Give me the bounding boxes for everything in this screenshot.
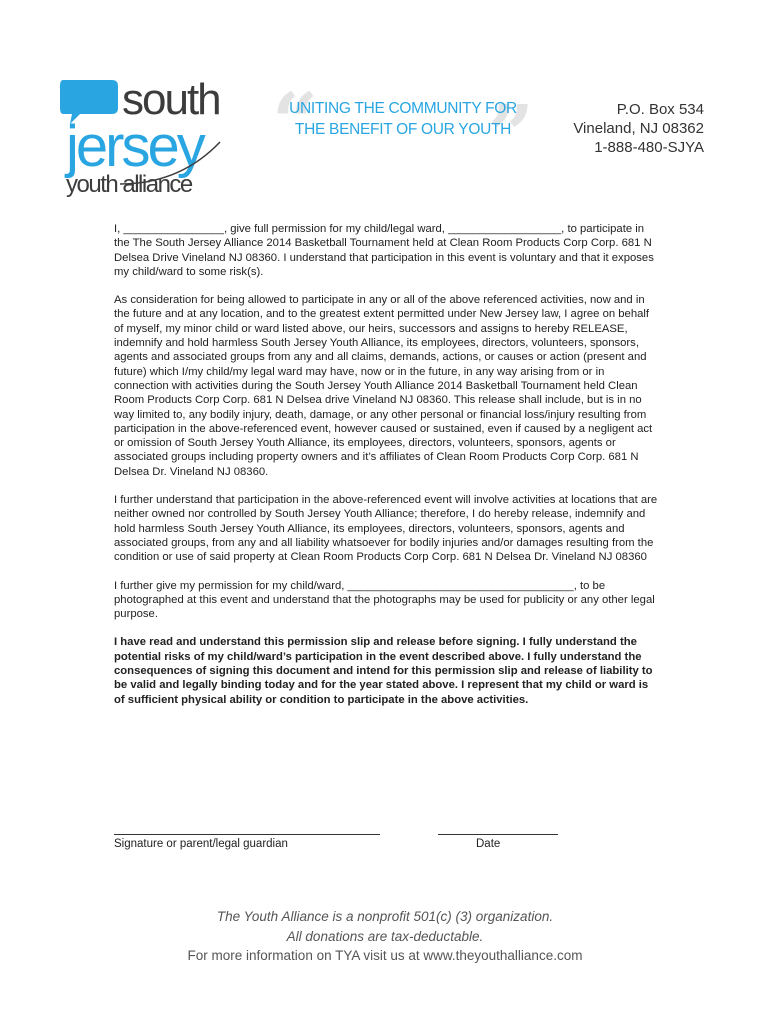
address-city: Vineland, NJ 08362 [573,120,704,137]
address-po-box: P.O. Box 534 [616,101,704,118]
quote-open-icon: “ [272,75,319,169]
logo-graphic [60,72,250,197]
tagline-line-1: UNITING THE COMMUNITY FOR [289,100,517,117]
organization-logo [60,72,250,197]
acknowledgement-paragraph: I have read and understand this permission slip and release before signing. I fully understand the potential risks of my child/ward’s participation in the event described above. I fully understand the consequences of signing this document and intend for this permission slip and release of liability to be valid and legally binding today and for the year stated above. I represent that my child or ward is of sufficient physical ability or condition to participate in the above activities. [114,636,653,706]
quote-close-icon: ” [487,87,534,181]
date-label: Date [476,838,501,850]
footer-nonprofit: The Youth Alliance is a nonprofit 501(c) (3) organization. [216,909,554,924]
tagline-line-2: THE BENEFIT OF OUR YOUTH [294,121,512,138]
signature-line[interactable] [114,834,380,835]
permission-paragraph: I, ________________, give full permission for my child/legal ward, __________________, to participate in the The South Jersey Alliance 2014 Basketball Tournament held at Clean Room Products Corp Corp. 681 N Delsea Drive Vineland NJ 08360. I understand that participation in this event is voluntary and that it exposes my child/ward to some risk(s). [114,223,654,278]
address-block [573,100,704,157]
release-form-body [114,222,659,721]
address-phone: 1-888-480-SJYA [594,139,704,156]
logo-word-south: south [122,75,220,124]
photo-permission-paragraph: I further give my permission for my child/ward, ____________________________________, to be photographed at this event and understand that the photographs may be used for publicity or any other legal purpose. [114,579,655,621]
release-paragraph: As consideration for being allowed to participate in any or all of the above referenced activities, now and in the future and at any location, and to the greatest extent permitted under New Jersey law, I agree on behalf of myself, my minor child or ward listed above, our heirs, successors and assigns to hereby RELEASE, indemnify and hold harmless South Jersey Youth Alliance, its employees, directors, volunteers, sponsors, agents and associated groups from any and all claims, demands, actions, or causes or action (present and future) which I/my child/my legal ward may have, now or in the future, in any way arising from or in connection with activities during the South Jersey Youth Alliance 2014 Basketball Tournament held Clean Room Products Corp Corp. 681 N Delsea drive Vineland NJ 08360. This release shall include, but is in no way limited to, any bodily injury, death, damage, or any other personal or financial loss/injury resulting from participation in the above-referenced event, however caused or sustained, even if caused by a negligent act or omission of South Jersey Youth Alliance, its employees, directors, volunteers, sponsors, agents or associated groups including property owners and it’s affiliates of Clean Room Products Corp Corp. 681 N Delsea Dr. Vineland NJ 08360. [114,294,653,478]
tagline [272,75,534,181]
logo-word-youth-alliance: youth alliance [66,171,192,197]
location-paragraph: I further understand that participation in the above-referenced event will involve activities at locations that are neither owned nor controlled by South Jersey Youth Alliance; therefore, I do hereby release, indemnify and hold harmless South Jersey Youth Alliance, its employees, directors, volunteers, sponsors, agents and associated groups, from any and all liability whatsoever for bodily injuries and/or damages resulting from the condition or use of said property at Clean Room Products Corp Corp. 681 N Delsea Dr. Vineland NJ 08360 [114,494,658,564]
footer-website: For more information on TYA visit us at www.theyouthalliance.com [187,948,583,963]
footer-donations: All donations are tax-deductable. [286,929,484,944]
logo-word-jersey: jersey [66,114,203,179]
date-line[interactable] [438,834,558,835]
signature-label: Signature or parent/legal guardian [114,838,288,850]
